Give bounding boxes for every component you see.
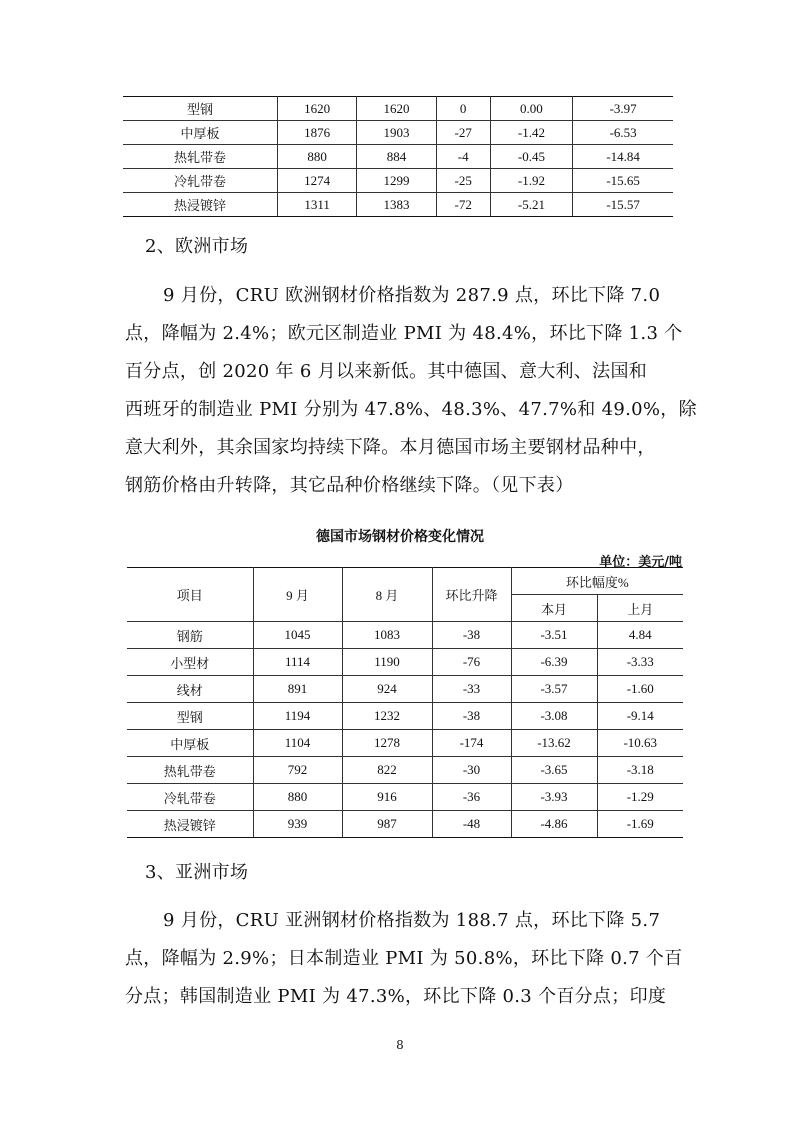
table-cell: 1903: [357, 121, 436, 145]
table-cell: 0.00: [490, 97, 573, 121]
paragraph-line: 9 月份，CRU 亚洲钢材价格指数为 188.7 点，环比下降 5.7: [163, 910, 661, 931]
table-cell: 热轧带卷: [127, 757, 253, 784]
page-number: 8: [396, 1038, 404, 1052]
header-item: 项目: [127, 568, 253, 622]
section-heading: 3、亚洲市场: [145, 862, 249, 883]
top-price-table: [123, 96, 673, 217]
paragraph-line: 点，降幅为 2.9%；日本制造业 PMI 为 50.8%，环比下降 0.7 个百: [125, 948, 683, 969]
header-aug: 8 月: [342, 568, 432, 622]
table-cell: -3.97: [573, 97, 673, 121]
paragraph-line: 钢筋价格由升转降，其它品种价格继续下降。（见下表）: [125, 475, 574, 496]
table-cell: 1620: [277, 97, 356, 121]
table-cell: -6.53: [573, 121, 673, 145]
header-pct: 环比幅度%: [511, 568, 683, 595]
table-cell: -0.45: [490, 145, 573, 169]
table-cell: -1.42: [490, 121, 573, 145]
header-sep: 9 月: [253, 568, 342, 622]
table-cell: 822: [342, 757, 432, 784]
table-cell: 916: [342, 784, 432, 811]
table-cell: 1299: [357, 169, 436, 193]
table-cell: -72: [436, 193, 490, 217]
table-cell: -3.33: [597, 649, 683, 676]
paragraph-line: 西班牙的制造业 PMI 分别为 47.8%、48.3%、47.7%和 49.0%，除: [125, 399, 697, 420]
table-row: [127, 784, 683, 811]
table-cell: 1274: [277, 169, 356, 193]
table-cell: 880: [277, 145, 356, 169]
paragraph-line: 点，降幅为 2.4%；欧元区制造业 PMI 为 48.4%，环比下降 1.3 个: [125, 323, 683, 344]
table-cell: -5.21: [490, 193, 573, 217]
table-cell: -9.14: [597, 703, 683, 730]
table-cell: -1.69: [597, 811, 683, 838]
table-cell: -38: [432, 703, 511, 730]
table-cell: -14.84: [573, 145, 673, 169]
table-cell: -38: [432, 622, 511, 649]
paragraph-line: 百分点，创 2020 年 6 月以来新低。其中德国、意大利、法国和: [125, 361, 648, 382]
table-cell: 热轧带卷: [123, 145, 277, 169]
table-cell: -1.92: [490, 169, 573, 193]
table-cell: -3.51: [511, 622, 597, 649]
table-cell: 792: [253, 757, 342, 784]
paragraph-line: 9 月份，CRU 欧洲钢材价格指数为 287.9 点，环比下降 7.0: [163, 285, 661, 306]
table-row: [127, 649, 683, 676]
table-row: [127, 730, 683, 757]
table-cell: 线材: [127, 676, 253, 703]
header-last-month: 上月: [597, 595, 683, 622]
table-cell: 1114: [253, 649, 342, 676]
table-cell: -1.29: [597, 784, 683, 811]
table-row: [123, 121, 673, 145]
header-this-month: 本月: [511, 595, 597, 622]
table-cell: -6.39: [511, 649, 597, 676]
table-cell: 小型材: [127, 649, 253, 676]
table-cell: -48: [432, 811, 511, 838]
table-cell: -3.57: [511, 676, 597, 703]
table-cell: -25: [436, 169, 490, 193]
table-cell: 热浸镀锌: [123, 193, 277, 217]
table-row: [127, 703, 683, 730]
table-row: [127, 622, 683, 649]
table-cell: 0: [436, 97, 490, 121]
table-cell: 924: [342, 676, 432, 703]
table-cell: 中厚板: [123, 121, 277, 145]
table-cell: -30: [432, 757, 511, 784]
table-cell: 冷轧带卷: [127, 784, 253, 811]
table-row: [123, 145, 673, 169]
table-cell: -174: [432, 730, 511, 757]
table-cell: 1620: [357, 97, 436, 121]
table-cell: 1383: [357, 193, 436, 217]
germany-price-table: [127, 567, 683, 838]
table-cell: 中厚板: [127, 730, 253, 757]
table-cell: 939: [253, 811, 342, 838]
table-unit: 单位：美元/吨: [599, 555, 682, 570]
table-title: 德国市场钢材价格变化情况: [316, 529, 484, 545]
table-cell: 型钢: [127, 703, 253, 730]
table-row: [127, 757, 683, 784]
table-cell: 型钢: [123, 97, 277, 121]
table-cell: -3.08: [511, 703, 597, 730]
table-cell: -3.65: [511, 757, 597, 784]
table-cell: 880: [253, 784, 342, 811]
table-cell: 987: [342, 811, 432, 838]
table-cell: 891: [253, 676, 342, 703]
header-change: 环比升降: [432, 568, 511, 622]
table-cell: 热浸镀锌: [127, 811, 253, 838]
table-cell: -27: [436, 121, 490, 145]
section-heading: 2、欧洲市场: [145, 236, 249, 257]
table-cell: -1.60: [597, 676, 683, 703]
table-cell: 1045: [253, 622, 342, 649]
table-row: [123, 193, 673, 217]
table-cell: -15.57: [573, 193, 673, 217]
table-cell: -36: [432, 784, 511, 811]
table-cell: 1194: [253, 703, 342, 730]
table-cell: -13.62: [511, 730, 597, 757]
table-row: [123, 169, 673, 193]
table-row: [123, 97, 673, 121]
paragraph-line: 分点；韩国制造业 PMI 为 47.3%，环比下降 0.3 个百分点；印度: [125, 986, 667, 1007]
table-cell: -76: [432, 649, 511, 676]
table-cell: 1876: [277, 121, 356, 145]
table-cell: -3.93: [511, 784, 597, 811]
table-cell: -15.65: [573, 169, 673, 193]
table-cell: 1083: [342, 622, 432, 649]
table-cell: 钢筋: [127, 622, 253, 649]
paragraph-line: 意大利外，其余国家均持续下降。本月德国市场主要钢材品种中，: [125, 437, 656, 458]
table-cell: 1190: [342, 649, 432, 676]
table-row: [127, 811, 683, 838]
table-cell: -33: [432, 676, 511, 703]
table-cell: 4.84: [597, 622, 683, 649]
table-cell: -4: [436, 145, 490, 169]
table-row: [127, 676, 683, 703]
table-cell: 冷轧带卷: [123, 169, 277, 193]
table-cell: 1232: [342, 703, 432, 730]
table-cell: 884: [357, 145, 436, 169]
table-cell: 1278: [342, 730, 432, 757]
table-cell: 1311: [277, 193, 356, 217]
table-cell: -3.18: [597, 757, 683, 784]
table-cell: -10.63: [597, 730, 683, 757]
table-cell: -4.86: [511, 811, 597, 838]
table-cell: 1104: [253, 730, 342, 757]
